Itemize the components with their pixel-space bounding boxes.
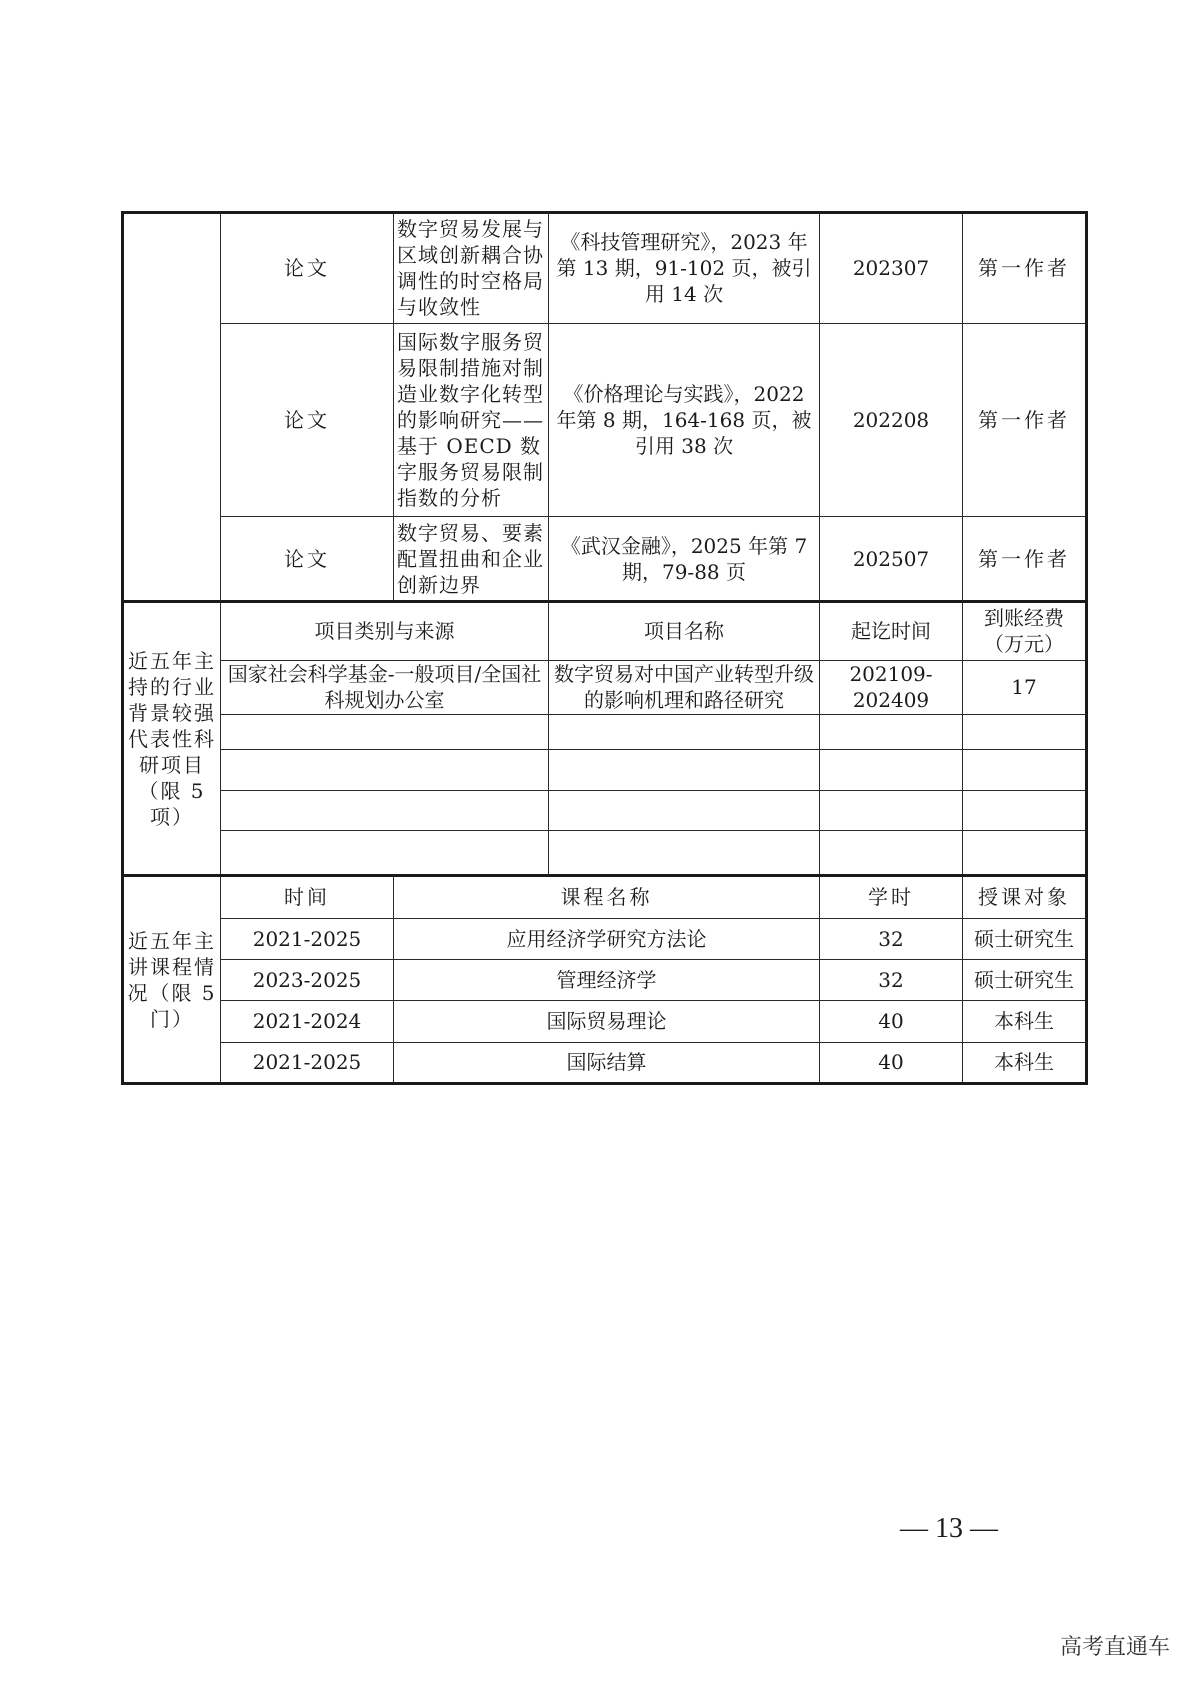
paper-source: 《价格理论与实践》，2022 年第 8 期，164-168 页，被引用 38 次 <box>549 323 820 517</box>
course-time: 2023-2025 <box>221 959 394 1000</box>
course-audience: 本科生 <box>963 1001 1087 1042</box>
paper-title: 数字贸易、要素配置扭曲和企业创新边界 <box>394 517 549 602</box>
application-form-table <box>121 211 1088 1085</box>
project-row <box>123 660 1087 714</box>
courses-header-name: 课程名称 <box>394 876 820 918</box>
course-audience: 本科生 <box>963 1042 1087 1083</box>
courses-header-audience: 授课对象 <box>963 876 1087 918</box>
course-name: 国际贸易理论 <box>394 1001 820 1042</box>
courses-header-row <box>123 876 1087 918</box>
projects-header-row <box>123 602 1087 660</box>
projects-header-category: 项目类别与来源 <box>221 602 549 660</box>
course-row <box>123 959 1087 1000</box>
page-number: — 13 — <box>900 1513 998 1544</box>
course-name: 应用经济学研究方法论 <box>394 918 820 959</box>
watermark: 高考直通车 <box>1059 1635 1170 1660</box>
course-row <box>123 918 1087 959</box>
project-empty-row <box>123 790 1087 830</box>
paper-role: 第一作者 <box>963 213 1087 324</box>
paper-source: 《科技管理研究》，2023 年第 13 期，91-102 页，被引用 14 次 <box>549 213 820 324</box>
paper-date: 202208 <box>820 323 963 517</box>
course-row <box>123 1042 1087 1083</box>
paper-type: 论文 <box>221 213 394 324</box>
course-hours: 40 <box>820 1001 963 1042</box>
course-hours: 32 <box>820 959 963 1000</box>
paper-row <box>123 517 1087 602</box>
projects-header-name: 项目名称 <box>549 602 820 660</box>
course-hours: 32 <box>820 918 963 959</box>
paper-row <box>123 213 1087 324</box>
course-audience: 硕士研究生 <box>963 918 1087 959</box>
course-time: 2021-2025 <box>221 918 394 959</box>
course-time: 2021-2024 <box>221 1001 394 1042</box>
project-category: 国家社会科学基金-一般项目/全国社科规划办公室 <box>221 660 549 714</box>
project-period: 202109-202409 <box>820 660 963 714</box>
courses-header-hours: 学时 <box>820 876 963 918</box>
projects-header-funds: 到账经费（万元） <box>963 602 1087 660</box>
paper-title: 国际数字服务贸易限制措施对制造业数字化转型的影响研究——基于 OECD 数字服务贸易限制指数的分析 <box>394 323 549 517</box>
paper-role: 第一作者 <box>963 323 1087 517</box>
course-name: 国际结算 <box>394 1042 820 1083</box>
course-row <box>123 1001 1087 1042</box>
paper-source: 《武汉金融》，2025 年第 7 期，79-88 页 <box>549 517 820 602</box>
courses-header-time: 时间 <box>221 876 394 918</box>
project-name: 数字贸易对中国产业转型升级的影响机理和路径研究 <box>549 660 820 714</box>
paper-role: 第一作者 <box>963 517 1087 602</box>
paper-type: 论文 <box>221 517 394 602</box>
paper-date: 202307 <box>820 213 963 324</box>
papers-section-label <box>123 213 221 602</box>
course-name: 管理经济学 <box>394 959 820 1000</box>
project-empty-row <box>123 750 1087 790</box>
courses-section-label: 近五年主讲课程情况（限 5 门） <box>123 876 221 1084</box>
course-hours: 40 <box>820 1042 963 1083</box>
project-funds: 17 <box>963 660 1087 714</box>
project-empty-row <box>123 830 1087 875</box>
course-time: 2021-2025 <box>221 1042 394 1083</box>
paper-row <box>123 323 1087 517</box>
paper-type: 论文 <box>221 323 394 517</box>
projects-section-label: 近五年主持的行业背景较强代表性科研项目（限 5 项） <box>123 602 221 876</box>
projects-header-period: 起讫时间 <box>820 602 963 660</box>
paper-title: 数字贸易发展与区域创新耦合协调性的时空格局与收敛性 <box>394 213 549 324</box>
project-empty-row <box>123 715 1087 750</box>
paper-date: 202507 <box>820 517 963 602</box>
course-audience: 硕士研究生 <box>963 959 1087 1000</box>
